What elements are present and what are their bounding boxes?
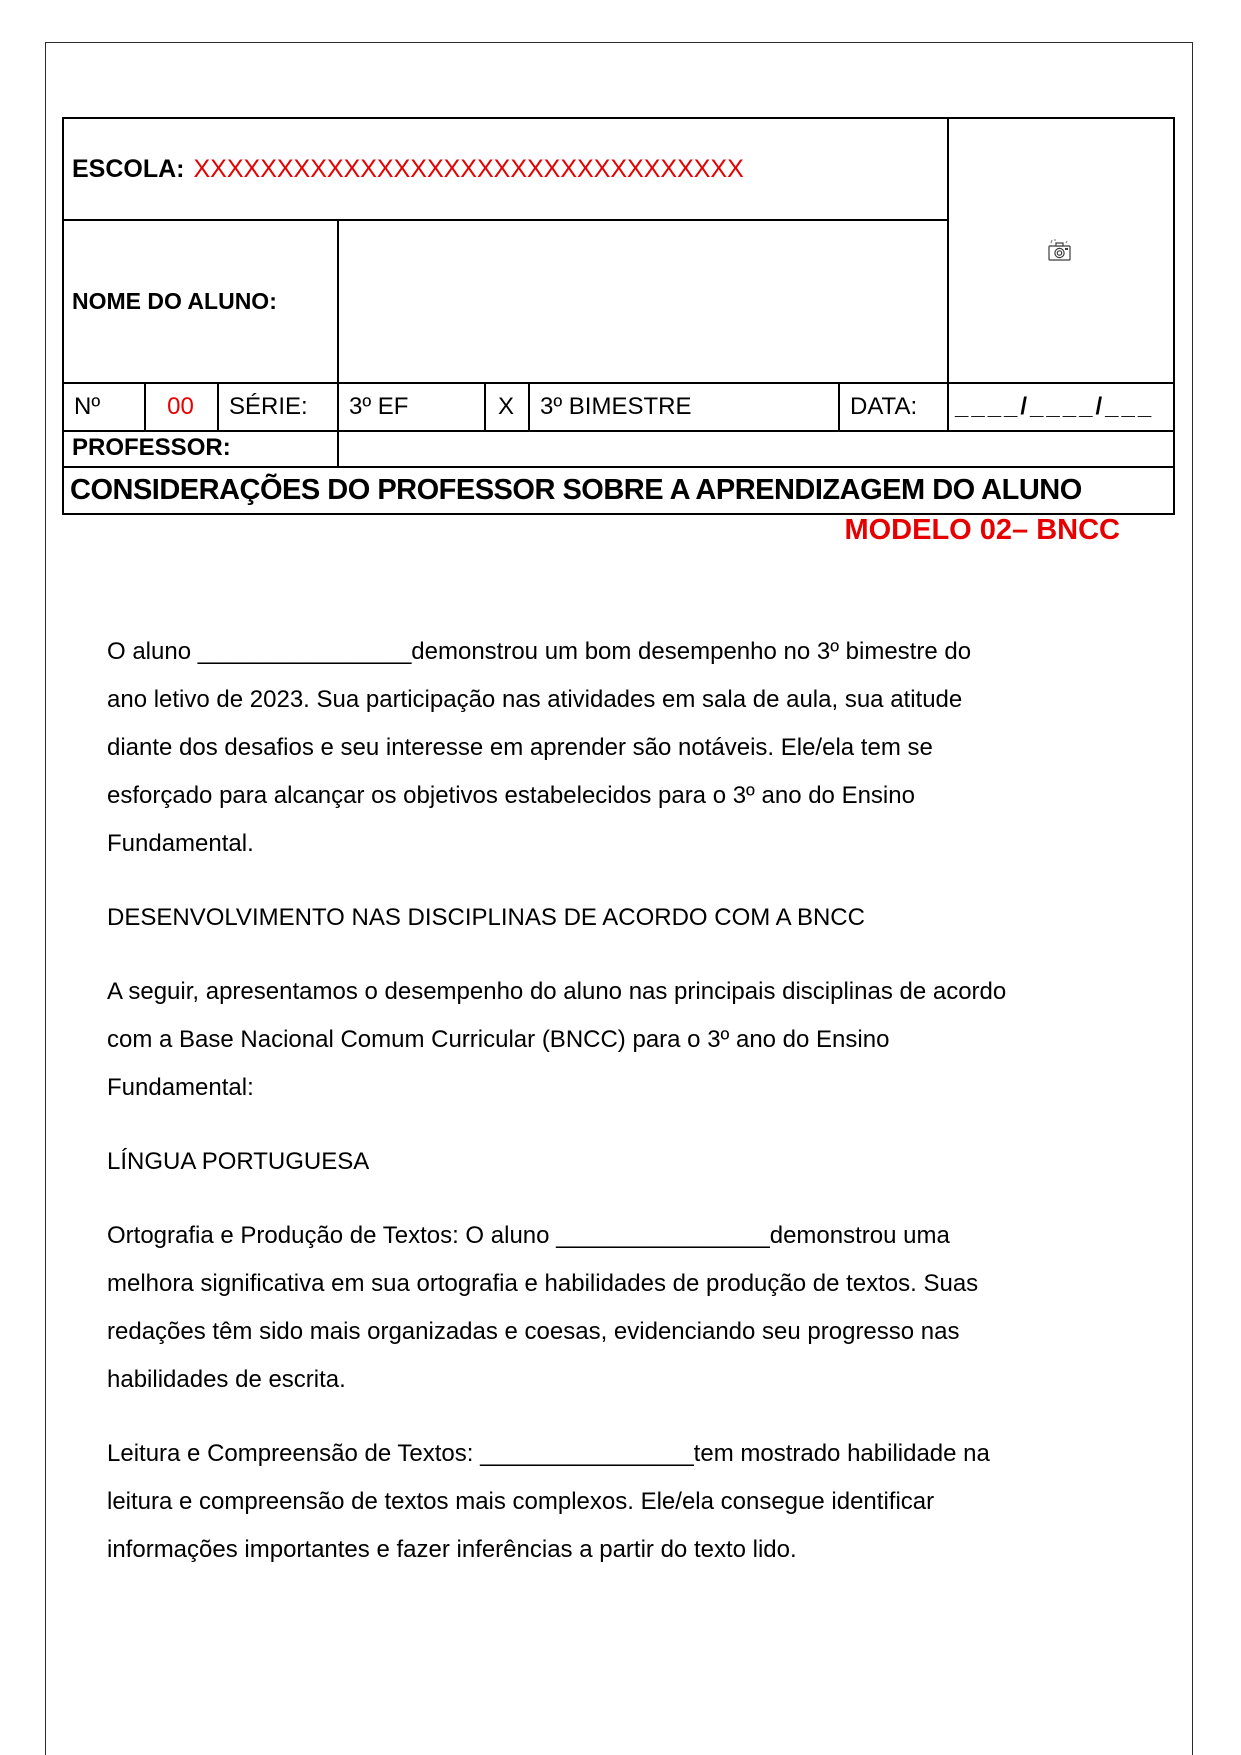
document-body: [107, 628, 1017, 1600]
grade-label: SÉRIE:: [229, 393, 308, 420]
school-row: [72, 119, 942, 219]
header-table: [62, 117, 1175, 515]
bimester-checkbox[interactable]: X: [497, 393, 514, 420]
school-label: ESCOLA:: [72, 154, 185, 183]
model-label: MODELO 02– BNCC: [844, 514, 1120, 546]
paragraph-a-seguir: A seguir, apresentamos o desempenho do aluno nas principais disciplinas de acordo com a Base Nacional Comum Curricular (BNCC) para o 3º ano do Ensino Fundamental:: [107, 978, 1007, 1101]
school-logo-cell: [947, 119, 1173, 382]
teacher-label: PROFESSOR:: [72, 434, 231, 461]
number-value: 00: [167, 393, 194, 420]
student-name-field[interactable]: [339, 221, 945, 382]
considerations-title: CONSIDERAÇÕES DO PROFESSOR SOBRE A APRENDIZAGEM DO ALUNO: [70, 474, 1082, 506]
camera-placeholder-icon: [1045, 237, 1075, 265]
number-label: Nº: [74, 393, 101, 420]
paragraph-leitura: Leitura e Compreensão de Textos: ________________tem mostrado habilidade na leitura e compreensão de textos mais complexos. Ele/ela consegue identificar informações importantes e fazer inferências a partir do texto lido.: [107, 1440, 990, 1563]
heading-lingua-portuguesa: LÍNGUA PORTUGUESA: [107, 1148, 370, 1175]
paragraph-intro: O aluno ________________demonstrou um bom desempenho no 3º bimestre do ano letivo de 2023. Sua participação nas atividades em sala de aula, sua atitude diante dos desafios e seu interesse em aprender são notáveis. Ele/ela tem se esforçado para alcançar os objetivos estabelecidos para o 3º ano do Ensino Fundamental.: [107, 638, 972, 857]
paragraph-ortografia: Ortografia e Produção de Textos: O aluno ________________demonstrou uma melhora significativa em sua ortografia e habilidades de produção de textos. Suas redações têm sido mais organizadas e coesas, evidenciando seu progresso nas habilidades de escrita.: [107, 1222, 979, 1393]
bimester-label: 3º BIMESTRE: [540, 393, 692, 420]
grade-value: 3º EF: [349, 393, 409, 420]
heading-desenvolvimento: DESENVOLVIMENTO NAS DISCIPLINAS DE ACORDO COM A BNCC: [107, 904, 865, 931]
date-label: DATA:: [850, 393, 918, 420]
date-field[interactable]: ____/____/___: [955, 393, 1155, 420]
student-name-label: NOME DO ALUNO:: [72, 288, 277, 314]
school-name-placeholder: XXXXXXXXXXXXXXXXXXXXXXXXXXXXXXXXX: [193, 154, 744, 183]
teacher-field[interactable]: [339, 432, 1173, 466]
